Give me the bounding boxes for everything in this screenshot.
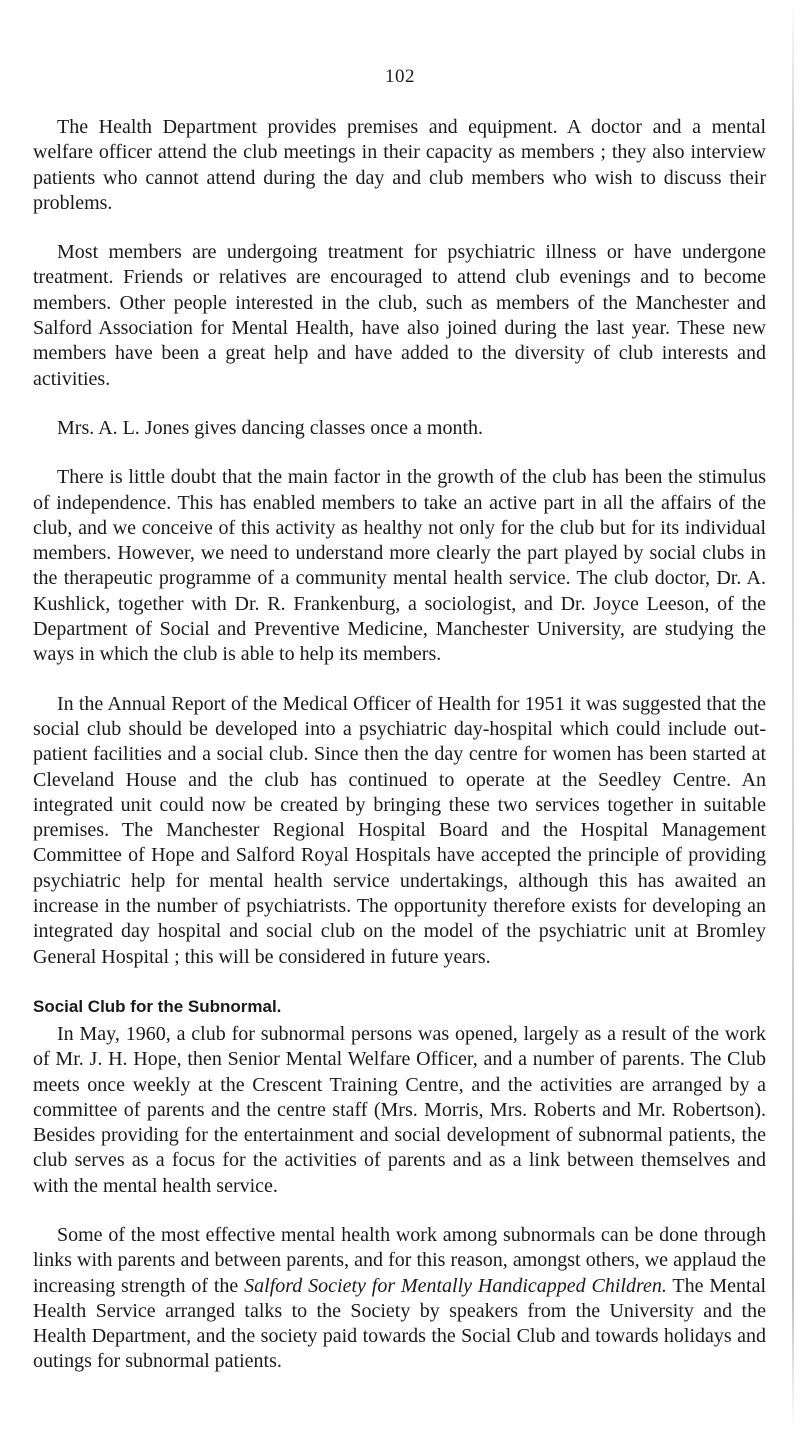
paragraph-dancing-classes: Mrs. A. L. Jones gives dancing classes once a month. bbox=[57, 416, 484, 439]
paragraph-parents-links-text-b: The Mental Health Service arranged talks to the Society by speakers from the University and the Health Department, and the society paid towards the Social Club and towards holidays and outings for subnormal patients. bbox=[33, 1274, 767, 1373]
document-body bbox=[33, 115, 766, 1375]
paragraph-annual-report: In the Annual Report of the Medical Officer of Health for 1951 it was suggested that the social club should be developed into a psychiatric day-hospital which could include out-patient facilities and a social club. Since then the day centre for women has been started at Cleveland House and the club has continued to operate at the Seedley Centre. An integrated unit could now be created by bringing these two services together in suitable premises. The Manchester Regional Hospital Board and the Hospital Management Committee of Hope and Salford Royal Hospitals have accepted the principle of providing psychiatric help for mental health service undertakings, although this has awaited an increase in the number of psychiatrists. The opportunity therefore exists for developing an integrated day hospital and social club on the model of the psychiatric unit at Bromley General Hospital ; this will be considered in future years. bbox=[33, 692, 766, 968]
page-edge-shadow bbox=[792, 0, 794, 1430]
paragraph-members-treatment: Most members are undergoing treatment for psychiatric illness or have undergone treatment. Friends or relatives are encouraged to attend club evenings and to become members. Other people interested in the club, such as members of the Manchester and Salford Association for Mental Health, have also joined during the last year. These new members have been a great help and have added to the diversity of club interests and activities. bbox=[33, 241, 766, 390]
paragraph-subnormal-club: In May, 1960, a club for subnormal persons was opened, largely as a result of the work of Mr. J. H. Hope, then Senior Mental Welfare Officer, and a number of parents. The Club meets once weekly at the Crescent Training Centre, and the activities are arranged by a committee of parents and the centre staff (Mrs. Morris, Mrs. Roberts and Mr. Robertson). Besides providing for the entertainment and social development of subnormal patients, the club serves as a focus for the activities of parents and as a link between themselves and with the mental health service. bbox=[33, 1022, 766, 1197]
paragraph-parents-links-text-a: Some of the most effective mental health work among subnormals can be done through links with parents and between parents, and for this reason, amongst others, we applaud the increasing strength of the bbox=[33, 1223, 766, 1297]
section-heading-subnormal-club: Social Club for the Subnormal. bbox=[33, 996, 282, 1016]
paragraph-independence: There is little doubt that the main factor in the growth of the club has been the stimulus of independence. This has enabled members to take an active part in all the affairs of the club, and we conceive of this activity as healthy not only for the club but for its individual members. However, we need to understand more clearly the part played by social clubs in the therapeutic programme of a community mental health service. The club doctor, Dr. A. Kushlick, together with Dr. R. Frankenburg, a sociologist, and Dr. Joyce Leeson, of the Department of Social and Preventive Medicine, Manchester University, are studying the ways in which the club is able to help its members. bbox=[33, 466, 766, 666]
paragraph-health-department: The Health Department provides premises and equipment. A doctor and a mental welfare officer attend the club meetings in their capacity as members ; they also interview patients who cannot attend during the day and club members who wish to discuss their problems. bbox=[33, 116, 766, 214]
page-number: 102 bbox=[385, 66, 415, 87]
society-name: Salford Society for Mentally Handicapped Children. bbox=[244, 1274, 667, 1297]
paragraph-parents-links bbox=[33, 1223, 766, 1375]
